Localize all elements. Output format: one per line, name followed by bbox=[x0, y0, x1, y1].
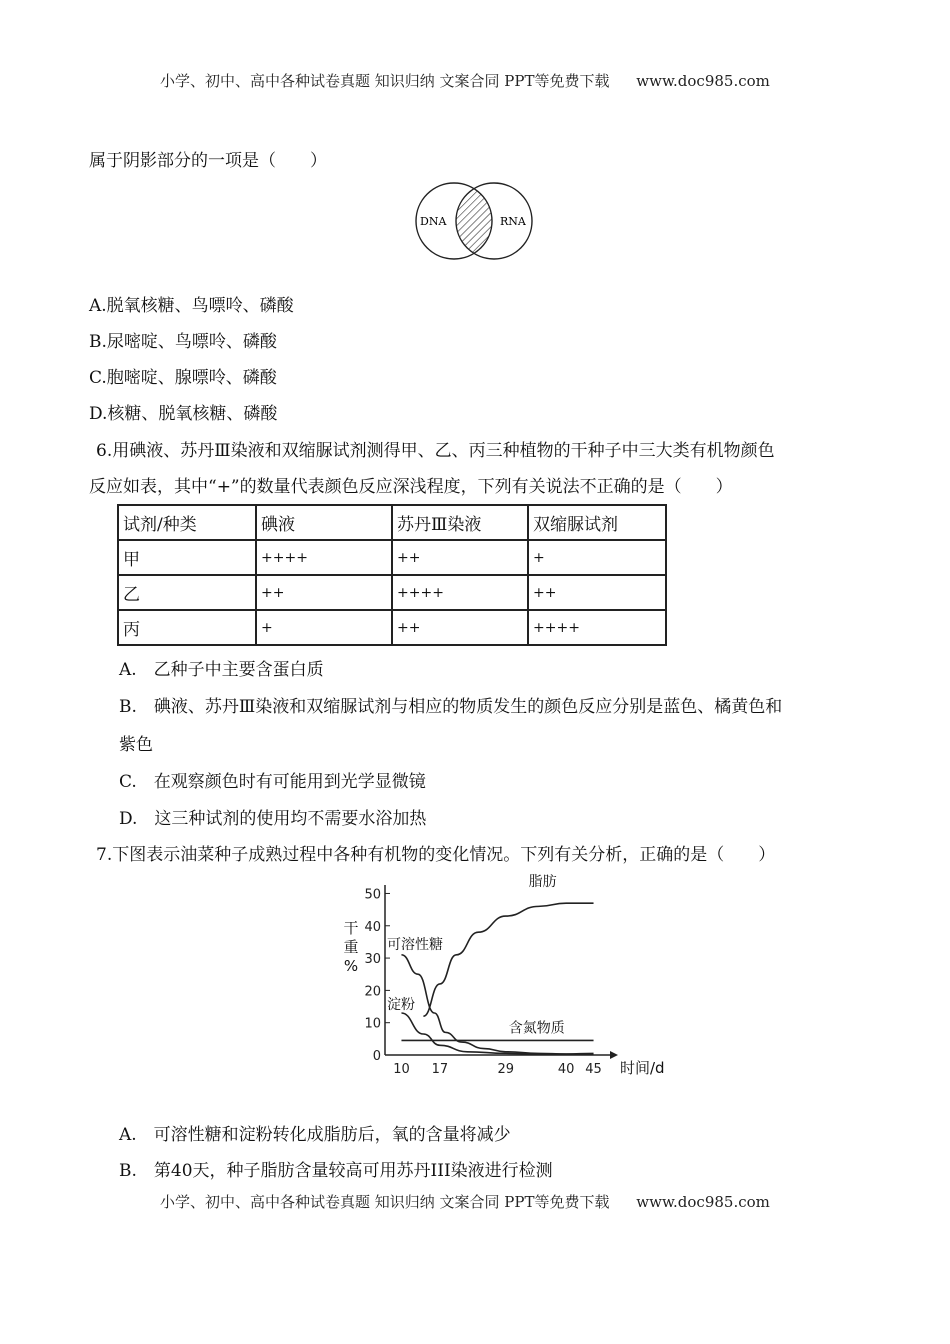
q6-option-b-line2[interactable]: 紫色 bbox=[119, 735, 153, 755]
x-tick-label: 10 bbox=[393, 1062, 410, 1077]
x-axis-label: 时间/d bbox=[620, 1059, 665, 1077]
x-tick-label: 45 bbox=[585, 1062, 602, 1077]
footer-site-text: 小学、初中、高中各种试卷真题 知识归纳 文案合同 PPT等免费下载 bbox=[160, 1193, 610, 1211]
x-tick-label: 29 bbox=[497, 1062, 515, 1077]
y-tick-label: 30 bbox=[364, 952, 381, 968]
page-footer bbox=[160, 1191, 770, 1212]
y-tick-label: 10 bbox=[364, 1016, 381, 1032]
table-header-cell: 碘液 bbox=[256, 505, 392, 540]
series-label: 淀粉 bbox=[387, 997, 415, 1013]
chart-labels bbox=[343, 873, 664, 1077]
y-tick-label: 40 bbox=[364, 919, 381, 935]
table-row bbox=[118, 540, 666, 575]
table-header-cell: 双缩脲试剂 bbox=[528, 505, 666, 540]
q7-option-a[interactable]: A. 可溶性糖和淀粉转化成脂肪后，氧的含量将减少 bbox=[119, 1125, 511, 1145]
footer-url[interactable]: www.doc985.com bbox=[636, 1193, 770, 1211]
q5-stem: 属于阴影部分的一项是（ ） bbox=[89, 151, 327, 171]
table-row bbox=[118, 575, 666, 610]
table-header-cell: 苏丹Ⅲ染液 bbox=[392, 505, 528, 540]
table-cell: ++ bbox=[392, 610, 528, 645]
series-label: 含氮物质 bbox=[508, 1020, 565, 1037]
table-cell: ++++ bbox=[528, 610, 666, 645]
organic-matter-chart bbox=[335, 873, 665, 1085]
table-cell: ++ bbox=[528, 575, 666, 610]
reagent-table bbox=[117, 504, 667, 646]
q6-option-d[interactable]: D. 这三种试剂的使用均不需要水浴加热 bbox=[119, 809, 427, 829]
q5-option-d[interactable]: D.核糖、脱氧核糖、磷酸 bbox=[89, 404, 278, 424]
table-cell: ++++ bbox=[392, 575, 528, 610]
q6-option-c[interactable]: C. 在观察颜色时有可能用到光学显微镜 bbox=[119, 772, 426, 792]
table-cell: 甲 bbox=[118, 540, 256, 575]
x-tick-label: 17 bbox=[431, 1062, 449, 1077]
q5-option-c[interactable]: C.胞嘧啶、腺嘌呤、磷酸 bbox=[89, 368, 277, 388]
table-cell: 丙 bbox=[118, 610, 256, 645]
q6-option-b-line1[interactable]: B. 碘液、苏丹Ⅲ染液和双缩脲试剂与相应的物质发生的颜色反应分别是蓝色、橘黄色和 bbox=[119, 697, 783, 717]
y-axis-label-char: 干 bbox=[343, 919, 359, 937]
venn-diagram bbox=[410, 180, 540, 262]
y-axis-label-char: % bbox=[343, 957, 359, 975]
x-axis-arrow bbox=[610, 1051, 618, 1059]
table-cell: + bbox=[256, 610, 392, 645]
y-tick-label: 50 bbox=[364, 887, 381, 903]
series-label: 脂肪 bbox=[528, 873, 557, 890]
table-cell: ++ bbox=[256, 575, 392, 610]
q5-option-a[interactable]: A.脱氧核糖、鸟嘌呤、磷酸 bbox=[89, 296, 294, 316]
venn-dna-label: DNA bbox=[420, 215, 447, 228]
table-cell: + bbox=[528, 540, 666, 575]
y-axis-label-char: 重 bbox=[343, 938, 359, 956]
y-tick-label: 0 bbox=[372, 1049, 381, 1064]
table-row bbox=[118, 610, 666, 645]
venn-rna-label: RNA bbox=[500, 215, 526, 228]
q6-stem-line1: 6.用碘液、苏丹Ⅲ染液和双缩脲试剂测得甲、乙、丙三种植物的干种子中三大类有机物颜色 bbox=[96, 441, 775, 461]
table-cell: 乙 bbox=[118, 575, 256, 610]
series-label: 可溶性糖 bbox=[387, 936, 443, 953]
header-site-text: 小学、初中、高中各种试卷真题 知识归纳 文案合同 PPT等免费下载 bbox=[160, 72, 610, 90]
series-line-脂肪 bbox=[423, 903, 593, 1016]
q6-stem-line2: 反应如表，其中“+”的数量代表颜色反应深浅程度，下列有关说法不正确的是（ ） bbox=[89, 477, 733, 497]
table-cell: ++++ bbox=[256, 540, 392, 575]
table-cell: ++ bbox=[392, 540, 528, 575]
header-url[interactable]: www.doc985.com bbox=[636, 72, 770, 90]
x-tick-label: 40 bbox=[557, 1062, 575, 1077]
q7-option-b[interactable]: B. 第40天，种子脂肪含量较高可用苏丹III染液进行检测 bbox=[119, 1161, 553, 1181]
page-header bbox=[160, 70, 770, 91]
y-tick-label: 20 bbox=[364, 984, 381, 1000]
table-header-row bbox=[118, 505, 666, 540]
q7-stem: 7.下图表示油菜种子成熟过程中各种有机物的变化情况。下列有关分析，正确的是（ ） bbox=[96, 845, 776, 865]
q6-option-a[interactable]: A. 乙种子中主要含蛋白质 bbox=[119, 660, 324, 680]
table-header-cell: 试剂/种类 bbox=[118, 505, 256, 540]
q5-option-b[interactable]: B.尿嘧啶、鸟嘌呤、磷酸 bbox=[89, 332, 277, 352]
